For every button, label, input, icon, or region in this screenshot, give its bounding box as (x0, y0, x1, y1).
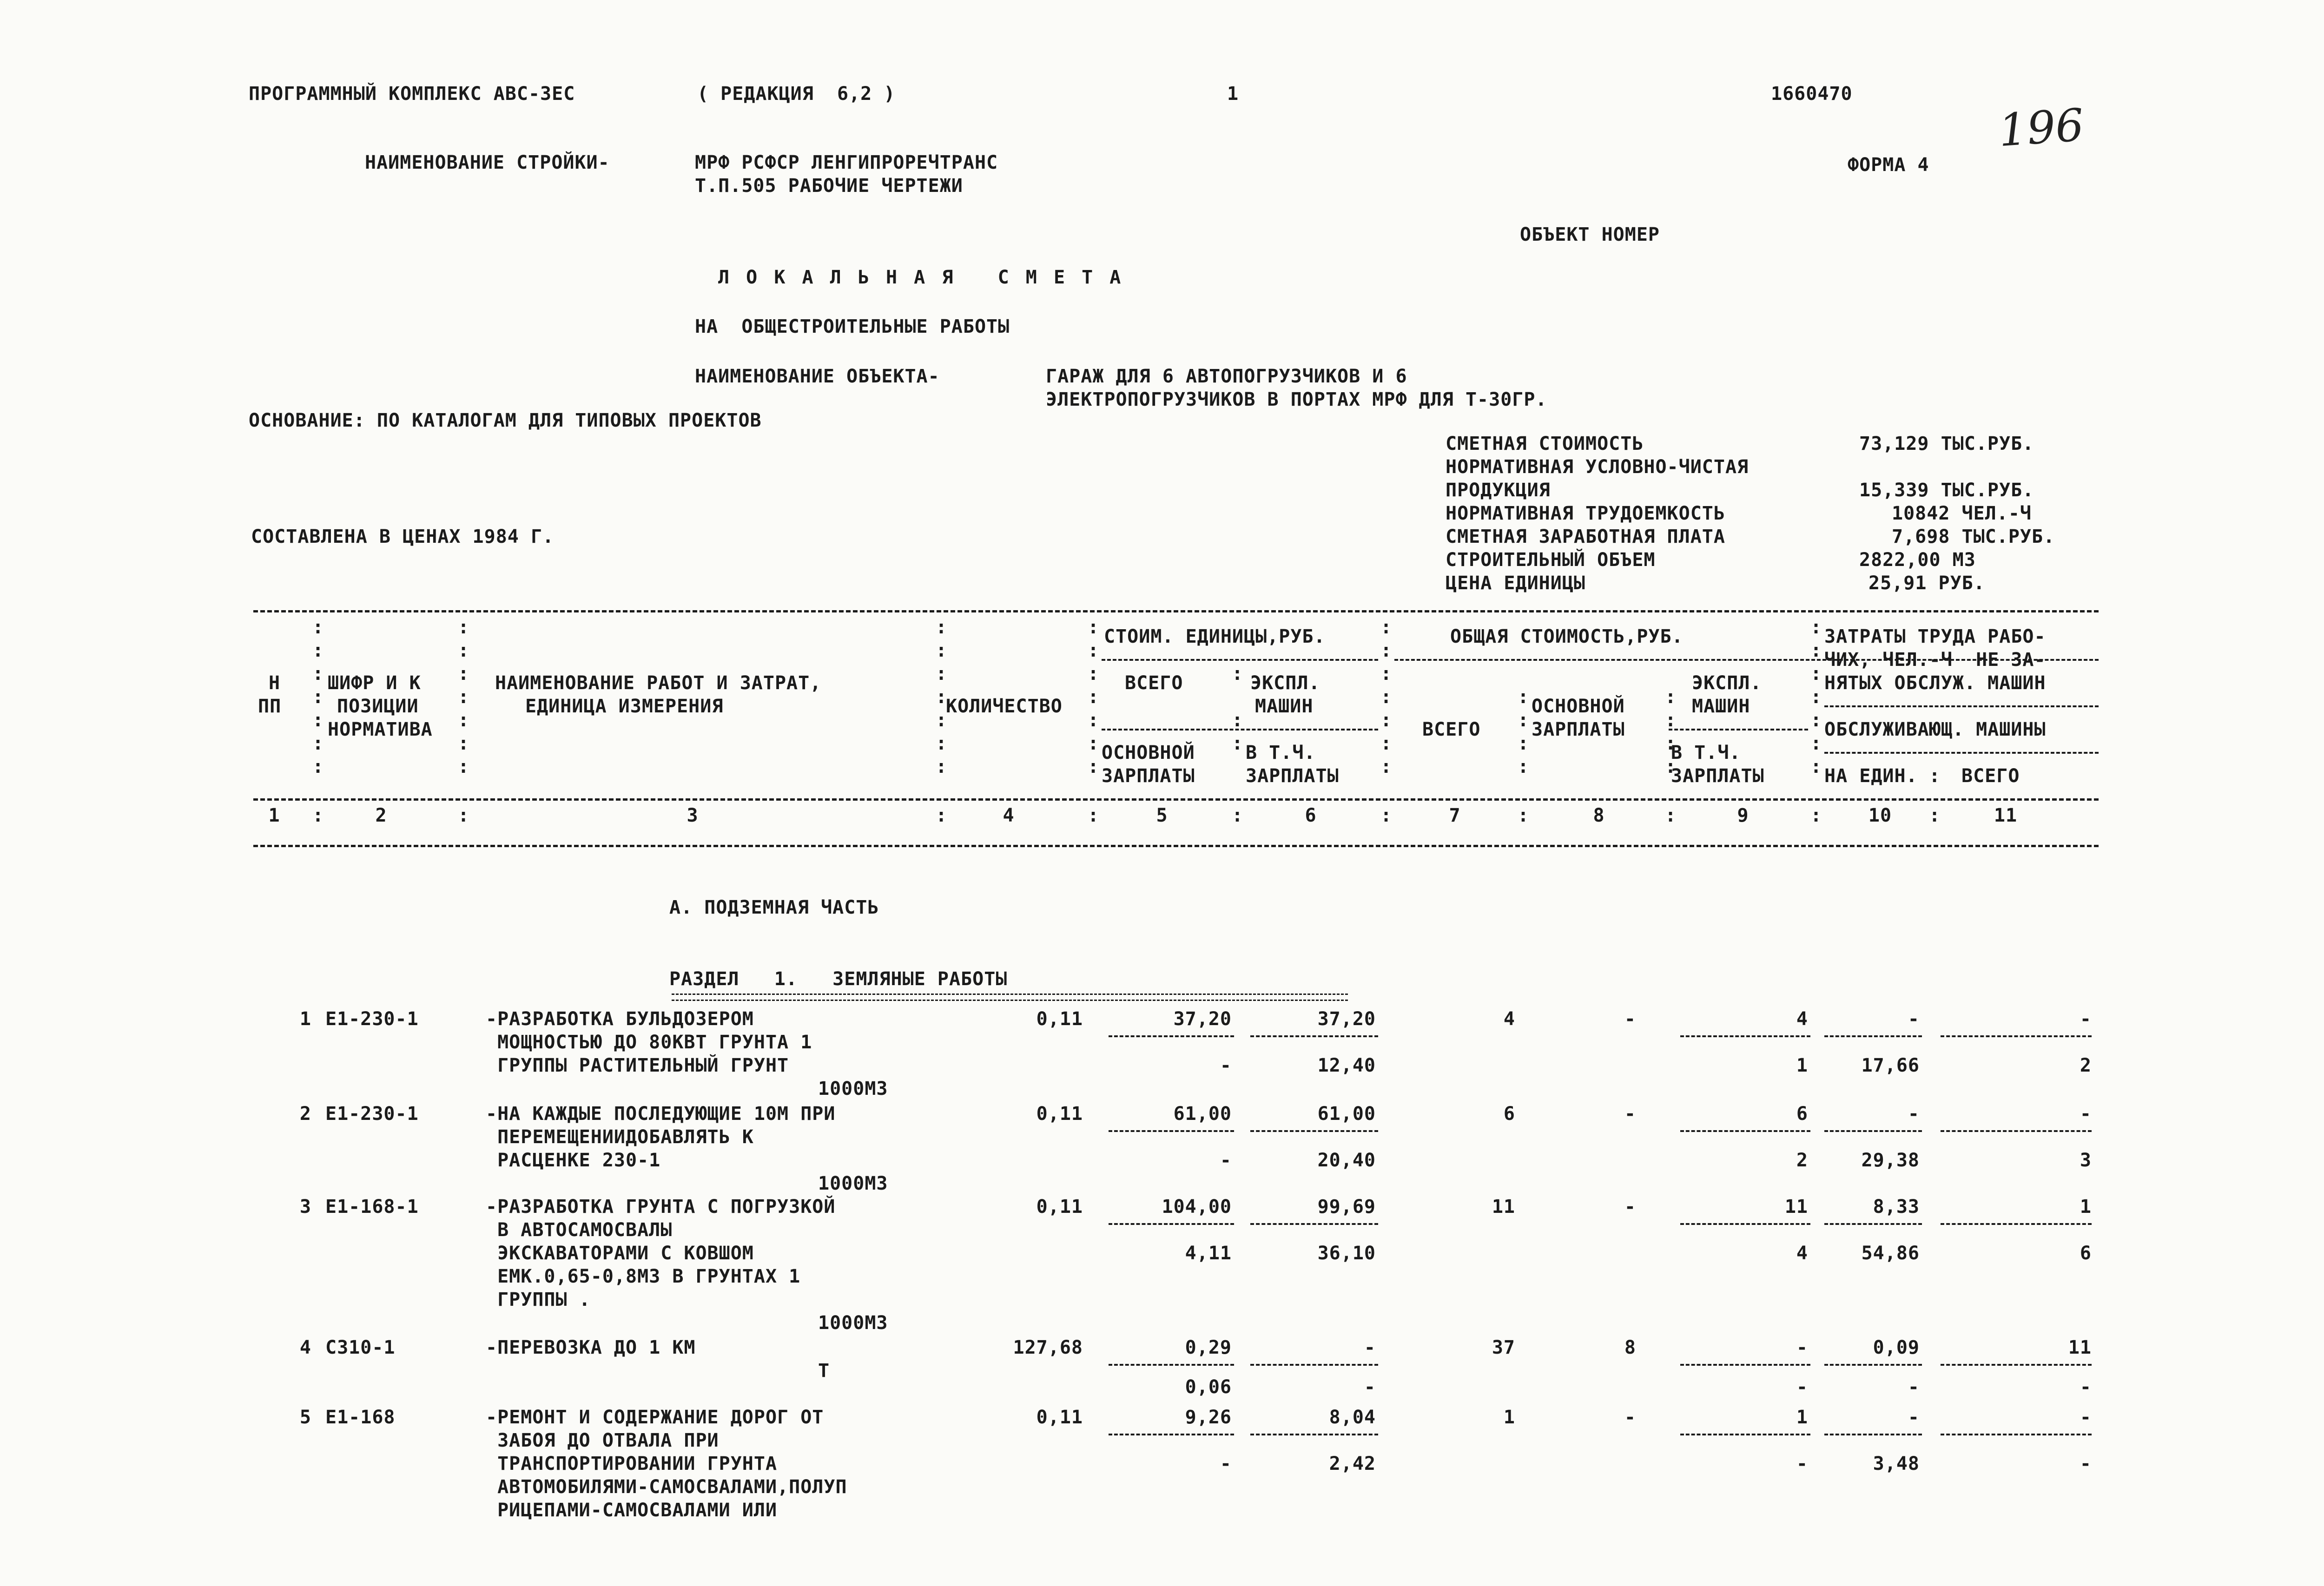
unit-cost-rule (1102, 729, 1378, 730)
row-unit-mach: 99,69 (1317, 1196, 1376, 1217)
row-sub-rule (1250, 1130, 1378, 1132)
row-sub-rule (1941, 1223, 2092, 1225)
column-number: 4 (1003, 805, 1015, 826)
row-labor-total-mach: 2 (2080, 1055, 2092, 1076)
col-5-sub-header: ОСНОВНОЙ (1102, 742, 1195, 763)
col-separator: : (936, 805, 948, 826)
row-qty: 0,11 (1036, 1196, 1083, 1217)
summary-value: 15,339 ТЫС.РУБ. (1859, 480, 2034, 501)
program-edition: ( РЕДАКЦИЯ 6,2 ) (697, 83, 896, 105)
total-cost-rule (1669, 729, 1808, 730)
col-2-header: ПОЗИЦИИ (337, 696, 419, 717)
summary-value: 7,698 ТЫС.РУБ. (1892, 526, 2055, 547)
row-desc-line: РАСЦЕНКЕ 230-1 (486, 1150, 661, 1171)
document-title: Л О К А Л Ь Н А Я С М Е Т А (718, 267, 1124, 288)
row-desc-line: -ПЕРЕВОЗКА ДО 1 КМ (486, 1337, 696, 1358)
row-sub-rule (1109, 1223, 1234, 1225)
row-unit-mach-wage: - (1364, 1376, 1376, 1398)
basis-text: ОСНОВАНИЕ: ПО КАТАЛОГАМ ДЛЯ ТИПОВЫХ ПРОЕКТОВ (249, 410, 762, 431)
row-total-mach-wage: - (1796, 1376, 1808, 1398)
summary-label: НОРМАТИВНАЯ ТРУДОЕМКОСТЬ (1446, 503, 1725, 524)
total-cost-group-header: ОБЩАЯ СТОИМОСТЬ,РУБ. (1450, 626, 1684, 647)
row-sub-rule (1109, 1434, 1234, 1435)
row-code: Е1-230-1 (325, 1008, 419, 1030)
col-separator: : (1088, 805, 1100, 826)
row-desc-line: АВТОМОБИЛЯМИ-САМОСВАЛАМИ,ПОЛУП (486, 1476, 847, 1498)
row-labor-total-mach: - (2080, 1376, 2092, 1398)
row-unit-wage: 0,06 (1185, 1376, 1232, 1398)
row-sub-rule (1109, 1035, 1234, 1037)
row-unit-total: 37,20 (1173, 1008, 1232, 1030)
column-number: 1 (268, 805, 280, 826)
labor-group-header: ЧИХ, ЧЕЛ.-Ч НЕ ЗА- (1824, 649, 2046, 671)
labor-rule (1824, 705, 2099, 707)
summary-value: 73,129 ТЫС.РУБ. (1859, 433, 2034, 454)
row-unit-wage: - (1220, 1150, 1232, 1171)
col-separator: : (458, 805, 470, 826)
project-line-2: Т.П.505 РАБОЧИЕ ЧЕРТЕЖИ (695, 175, 963, 197)
row-number: 2 (299, 1103, 311, 1125)
col-separator: : (1929, 805, 1941, 826)
row-sub-rule (1250, 1035, 1378, 1037)
col-separator: : (1665, 805, 1677, 826)
labor-rule (1824, 752, 2099, 754)
labor-group-header: ЗАТРАТЫ ТРУДА РАБО- (1824, 626, 2046, 647)
price-level-text: СОСТАВЛЕНА В ЦЕНАХ 1984 Г. (251, 526, 555, 547)
col-1-header: ПП (258, 696, 282, 717)
col-3-header: НАИМЕНОВАНИЕ РАБОТ И ЗАТРАТ, (495, 672, 822, 694)
row-number: 5 (299, 1407, 311, 1428)
project-line-1: МРФ РСФСР ЛЕНГИПРОРЕЧТРАНС (695, 152, 998, 173)
col-separator: : : : (1232, 663, 1244, 754)
header-bottom-rule (253, 845, 2099, 847)
row-unit: Т (818, 1360, 830, 1382)
column-number: 8 (1593, 805, 1605, 826)
row-labor-unit: - (1908, 1407, 1920, 1428)
row-sub-rule (1109, 1364, 1234, 1366)
row-unit-mach: 8,04 (1329, 1407, 1376, 1428)
object-label: НАИМЕНОВАНИЕ ОБЪЕКТА- (695, 366, 940, 387)
row-unit-mach: 37,20 (1317, 1008, 1376, 1030)
row-total: 11 (1492, 1196, 1515, 1217)
row-labor-total: 11 (2068, 1337, 2092, 1358)
object-line-1: ГАРАЖ ДЛЯ 6 АВТОПОГРУЗЧИКОВ И 6 (1046, 366, 1407, 387)
row-labor-total-mach: - (2080, 1453, 2092, 1474)
section-title: РАЗДЕЛ 1. ЗЕМЛЯНЫЕ РАБОТЫ (669, 968, 1008, 990)
unit-cost-rule (1102, 659, 1378, 661)
row-unit-mach: - (1364, 1337, 1376, 1358)
row-total-mach: 6 (1796, 1103, 1808, 1125)
row-unit: 1000М3 (818, 1173, 888, 1194)
summary-label: СТРОИТЕЛЬНЫЙ ОБЪЕМ (1446, 549, 1656, 571)
row-total-wage: - (1624, 1103, 1636, 1125)
row-total: 4 (1503, 1008, 1515, 1030)
row-labor-total-mach: 6 (2080, 1243, 2092, 1264)
labor-group-header: НЯТЫХ ОБСЛУЖ. МАШИН (1824, 672, 2046, 694)
row-labor-unit: - (1908, 1008, 1920, 1030)
row-total-mach: 11 (1784, 1196, 1808, 1217)
summary-label: СМЕТНАЯ ЗАРАБОТНАЯ ПЛАТА (1446, 526, 1725, 547)
row-total-mach: 4 (1796, 1008, 1808, 1030)
row-sub-rule (1250, 1364, 1378, 1366)
row-labor-unit: 8,33 (1873, 1196, 1920, 1217)
row-code: Е1-230-1 (325, 1103, 419, 1125)
row-labor-unit: 0,09 (1873, 1337, 1920, 1358)
row-sub-rule (1109, 1130, 1234, 1132)
col-separator: : : : : : : : (1380, 617, 1393, 777)
col-9-header: МАШИН (1692, 696, 1750, 717)
col-separator: : : : : : : : (1088, 617, 1100, 777)
section-title-underline (672, 994, 1348, 1001)
row-labor-total-mach: 3 (2080, 1150, 2092, 1171)
col-2-header: ШИФР И К (328, 672, 421, 694)
row-desc-line: В АВТОСАМОСВАЛЫ (486, 1219, 673, 1241)
summary-label: ЦЕНА ЕДИНИЦЫ (1446, 573, 1585, 594)
col-4-header: КОЛИЧЕСТВО (946, 696, 1063, 717)
row-sub-rule (1941, 1035, 2092, 1037)
row-code: С310-1 (325, 1337, 396, 1358)
col-6-sub-header: В Т.Ч. (1246, 742, 1316, 763)
col-separator: : : : : : : : (312, 617, 324, 777)
object-line-2: ЭЛЕКТРОПОГРУЗЧИКОВ В ПОРТАХ МРФ ДЛЯ Т-30ГР. (1046, 389, 1547, 410)
column-number: 10 (1868, 805, 1892, 826)
column-number: 5 (1156, 805, 1168, 826)
row-unit-total: 0,29 (1185, 1337, 1232, 1358)
column-number: 11 (1994, 805, 2018, 826)
col-6-header: МАШИН (1255, 696, 1314, 717)
row-labor-unit-mach: 54,86 (1861, 1243, 1920, 1264)
project-label: НАИМЕНОВАНИЕ СТРОЙКИ- (365, 152, 610, 173)
row-unit: 1000М3 (818, 1078, 888, 1099)
summary-value: 10842 ЧЕЛ.-Ч (1892, 503, 2032, 524)
column-number: 3 (687, 805, 699, 826)
col-3-header: ЕДИНИЦА ИЗМЕРЕНИЯ (525, 696, 724, 717)
col-separator: : (1518, 805, 1530, 826)
row-labor-total: - (2080, 1008, 2092, 1030)
row-qty: 0,11 (1036, 1407, 1083, 1428)
row-total-mach-wage: 4 (1796, 1243, 1808, 1264)
row-unit-mach-wage: 12,40 (1317, 1055, 1376, 1076)
row-sub-rule (1250, 1434, 1378, 1435)
col-9-header: ЭКСПЛ. (1692, 672, 1762, 694)
col-5-sub-header: ЗАРПЛАТЫ (1102, 765, 1195, 787)
row-desc-line: МОЩНОСТЬЮ ДО 80КВТ ГРУНТА 1 (486, 1032, 812, 1053)
column-number: 2 (375, 805, 387, 826)
row-unit-wage: - (1220, 1055, 1232, 1076)
row-desc-line: ЭКСКАВАТОРАМИ С КОВШОМ (486, 1243, 754, 1264)
col-2-header: НОРМАТИВА (328, 719, 433, 740)
row-number: 4 (299, 1337, 311, 1358)
row-total-mach: 1 (1796, 1407, 1808, 1428)
row-sub-rule (1824, 1035, 1922, 1037)
col-8-header: ЗАРПЛАТЫ (1532, 719, 1625, 740)
table-top-rule (253, 610, 2099, 612)
row-sub-rule (1680, 1130, 1810, 1132)
row-total-mach-wage: 2 (1796, 1150, 1808, 1171)
program-name: ПРОГРАММНЫЙ КОМПЛЕКС АВС-3ЕС (249, 83, 575, 105)
row-labor-unit-mach: - (1908, 1376, 1920, 1398)
row-desc-line: -РАЗРАБОТКА БУЛЬДОЗЕРОМ (486, 1008, 754, 1030)
row-total: 1 (1503, 1407, 1515, 1428)
row-labor-unit: - (1908, 1103, 1920, 1125)
col-7-header: ВСЕГО (1422, 719, 1481, 740)
summary-label: НОРМАТИВНАЯ УСЛОВНО-ЧИСТАЯ (1446, 456, 1749, 478)
unit-cost-group-header: СТОИМ. ЕДИНИЦЫ,РУБ. (1104, 626, 1326, 647)
row-unit-total: 9,26 (1185, 1407, 1232, 1428)
col-separator: : : : : (1518, 686, 1530, 777)
row-unit: 1000М3 (818, 1312, 888, 1334)
row-sub-rule (1680, 1364, 1810, 1366)
col-5-header: ВСЕГО (1125, 672, 1183, 694)
col-separator: : (312, 805, 324, 826)
col-1-header: Н (269, 672, 281, 694)
row-qty: 127,68 (1013, 1337, 1083, 1358)
document-subtitle: НА ОБЩЕСТРОИТЕЛЬНЫЕ РАБОТЫ (695, 316, 1010, 337)
row-unit-mach: 61,00 (1317, 1103, 1376, 1125)
row-unit-mach-wage: 2,42 (1329, 1453, 1376, 1474)
row-total-mach: - (1796, 1337, 1808, 1358)
row-unit-total: 104,00 (1162, 1196, 1232, 1217)
summary-label: СМЕТНАЯ СТОИМОСТЬ (1446, 433, 1644, 454)
row-sub-rule (1941, 1434, 2092, 1435)
row-total: 37 (1492, 1337, 1515, 1358)
row-code: Е1-168-1 (325, 1196, 419, 1217)
col-separator: : (1380, 805, 1393, 826)
page-number: 1 (1227, 83, 1239, 105)
col-9-sub-header: ЗАРПЛАТЫ (1671, 765, 1764, 787)
column-number: 6 (1305, 805, 1317, 826)
row-sub-rule (1824, 1434, 1922, 1435)
column-number: 7 (1449, 805, 1461, 826)
handwritten-sheet-number: 196 (1997, 99, 2086, 157)
row-total-wage: - (1624, 1008, 1636, 1030)
row-sub-rule (1680, 1434, 1810, 1435)
summary-value: 25,91 РУБ. (1868, 573, 1985, 594)
row-labor-unit-mach: 3,48 (1873, 1453, 1920, 1474)
row-unit-mach-wage: 36,10 (1317, 1243, 1376, 1264)
col-10-header: НА ЕДИН. (1824, 765, 1918, 787)
document-code: 1660470 (1771, 83, 1853, 105)
col-9-sub-header: В Т.Ч. (1671, 742, 1741, 763)
row-number: 3 (299, 1196, 311, 1217)
row-desc-line: -РЕМОНТ И СОДЕРЖАНИЕ ДОРОГ ОТ (486, 1407, 824, 1428)
row-desc-line: РИЦЕПАМИ-САМОСВАЛАМИ ИЛИ (486, 1500, 778, 1521)
row-desc-line: -РАЗРАБОТКА ГРУНТА С ПОГРУЗКОЙ (486, 1196, 836, 1217)
row-code: Е1-168 (325, 1407, 396, 1428)
row-total-mach-wage: 1 (1796, 1055, 1808, 1076)
col-separator: : : : : : : : (936, 617, 948, 777)
row-total-wage: - (1624, 1196, 1636, 1217)
row-sub-rule (1824, 1364, 1922, 1366)
row-unit-total: 61,00 (1173, 1103, 1232, 1125)
col-11-header: ВСЕГО (1961, 765, 2020, 787)
row-labor-total: - (2080, 1103, 2092, 1125)
summary-value: 2822,00 М3 (1859, 549, 1976, 571)
col-6-sub-header: ЗАРПЛАТЫ (1246, 765, 1339, 787)
col-separator: : (1232, 805, 1244, 826)
row-labor-total: 1 (2080, 1196, 2092, 1217)
row-labor-unit-mach: 17,66 (1861, 1055, 1920, 1076)
row-desc-line: -НА КАЖДЫЕ ПОСЛЕДУЮЩИЕ 10М ПРИ (486, 1103, 836, 1125)
row-desc-line: ПЕРЕМЕЩЕНИИДОБАВЛЯТЬ К (486, 1126, 754, 1148)
labor-sub-header: ОБСЛУЖИВАЮЩ. МАШИНЫ (1824, 719, 2046, 740)
col-separator: : : : : : : : (458, 617, 470, 777)
row-sub-rule (1250, 1223, 1378, 1225)
part-title: А. ПОДЗЕМНАЯ ЧАСТЬ (669, 897, 879, 918)
row-sub-rule (1680, 1035, 1810, 1037)
summary-label: ПРОДУКЦИЯ (1446, 480, 1551, 501)
header-mid-rule (253, 798, 2099, 801)
row-sub-rule (1941, 1364, 2092, 1366)
row-labor-unit-mach: 29,38 (1861, 1150, 1920, 1171)
object-number-label: ОБЪЕКТ НОМЕР (1520, 224, 1660, 245)
col-separator: : (1810, 805, 1822, 826)
row-total-mach-wage: - (1796, 1453, 1808, 1474)
row-desc-line: ЗАБОЯ ДО ОТВАЛА ПРИ (486, 1430, 719, 1451)
form-number: ФОРМА 4 (1848, 154, 1929, 176)
col-separator: : : : : (1665, 686, 1677, 777)
row-unit-wage: - (1220, 1453, 1232, 1474)
row-unit-wage: 4,11 (1185, 1243, 1232, 1264)
col-8-header: ОСНОВНОЙ (1532, 696, 1625, 717)
row-qty: 0,11 (1036, 1103, 1083, 1125)
row-sub-rule (1824, 1223, 1922, 1225)
row-labor-total: - (2080, 1407, 2092, 1428)
row-qty: 0,11 (1036, 1008, 1083, 1030)
row-desc-line: ЕМК.0,65-0,8М3 В ГРУНТАХ 1 (486, 1266, 801, 1287)
row-sub-rule (1680, 1223, 1810, 1225)
row-number: 1 (299, 1008, 311, 1030)
row-unit-mach-wage: 20,40 (1317, 1150, 1376, 1171)
col-6-header: ЭКСПЛ. (1250, 672, 1320, 694)
col-separator: : : : : : : : (1810, 617, 1822, 777)
row-desc-line: ГРУППЫ . (486, 1289, 591, 1310)
row-total-wage: 8 (1624, 1337, 1636, 1358)
row-sub-rule (1941, 1130, 2092, 1132)
row-total-wage: - (1624, 1407, 1636, 1428)
row-desc-line: ТРАНСПОРТИРОВАНИИ ГРУНТА (486, 1453, 778, 1474)
col-10-separator: : (1929, 765, 1941, 787)
row-sub-rule (1824, 1130, 1922, 1132)
row-desc-line: ГРУППЫ РАСТИТЕЛЬНЫЙ ГРУНТ (486, 1055, 789, 1076)
row-total: 6 (1503, 1103, 1515, 1125)
column-number: 9 (1737, 805, 1749, 826)
